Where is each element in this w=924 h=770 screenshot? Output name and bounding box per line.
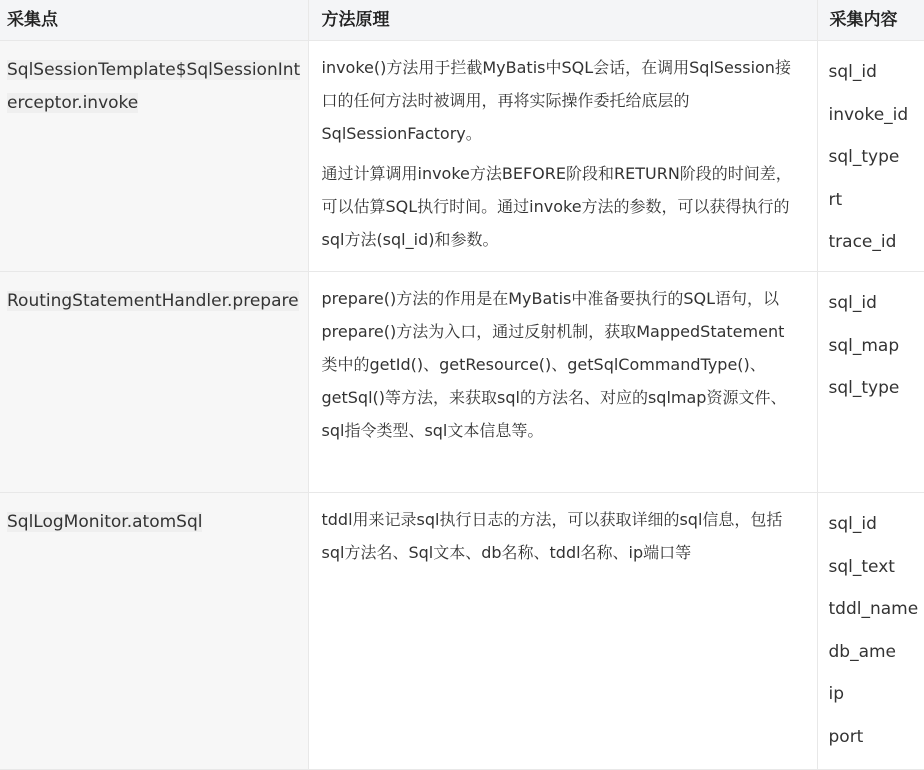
content-field: sql_id	[829, 503, 924, 546]
method-principle-cell	[308, 41, 817, 272]
content-field: tddl_name	[829, 588, 924, 631]
collection-point-name: RoutingStatementHandler.prepare	[7, 291, 299, 311]
header-method-principle: 方法原理	[308, 0, 817, 41]
content-field: db_ame	[829, 631, 924, 674]
content-field: sql_text	[829, 546, 924, 589]
table-row	[0, 41, 924, 272]
method-principle-paragraph: invoke()方法用于拦截MyBatis中SQL会话，在调用SqlSession接口的任何方法时被调用，再将实际操作委托给底层的SqlSessionFactory。	[322, 51, 797, 150]
method-principle-cell	[308, 272, 817, 493]
content-field: sql_id	[829, 51, 924, 94]
content-field: trace_id	[829, 221, 924, 264]
collection-point-name: SqlLogMonitor.atomSql	[7, 512, 202, 532]
method-principle-cell	[308, 493, 817, 770]
table-header-row	[0, 0, 924, 41]
content-field: rt	[829, 179, 924, 222]
collected-content-cell	[817, 41, 924, 272]
collection-point-cell	[0, 272, 308, 493]
header-collected-content: 采集内容	[817, 0, 924, 41]
content-field: sql_type	[829, 136, 924, 179]
content-field: ip	[829, 673, 924, 716]
content-field: sql_type	[829, 367, 924, 410]
content-field: sql_id	[829, 282, 924, 325]
content-field: port	[829, 716, 924, 759]
content-field: sql_map	[829, 325, 924, 368]
collection-point-cell	[0, 41, 308, 272]
method-principle-paragraph: prepare()方法的作用是在MyBatis中准备要执行的SQL语句，以prepare()方法为入口，通过反射机制，获取MappedStatement类中的getId()、getResource()、getSqlCommandType()、getSql()等方法，来获取sql的方法名、对应的sqlmap资源文件、sql指令类型、sql文本信息等。	[322, 282, 797, 447]
collected-content-cell	[817, 272, 924, 493]
collection-point-name: SqlSessionTemplate$SqlSessionInterceptor.invoke	[7, 60, 300, 113]
table-row	[0, 493, 924, 770]
collected-content-cell	[817, 493, 924, 770]
header-collection-point: 采集点	[0, 0, 308, 41]
method-principle-paragraph: tddl用来记录sql执行日志的方法，可以获取详细的sql信息，包括sql方法名、Sql文本、db名称、tddl名称、ip端口等	[322, 503, 797, 569]
method-principle-paragraph: 通过计算调用invoke方法BEFORE阶段和RETURN阶段的时间差，可以估算SQL执行时间。通过invoke方法的参数，可以获得执行的sql方法(sql_id)和参数。	[322, 157, 797, 256]
content-field: invoke_id	[829, 94, 924, 137]
table-row	[0, 272, 924, 493]
collection-point-cell	[0, 493, 308, 770]
